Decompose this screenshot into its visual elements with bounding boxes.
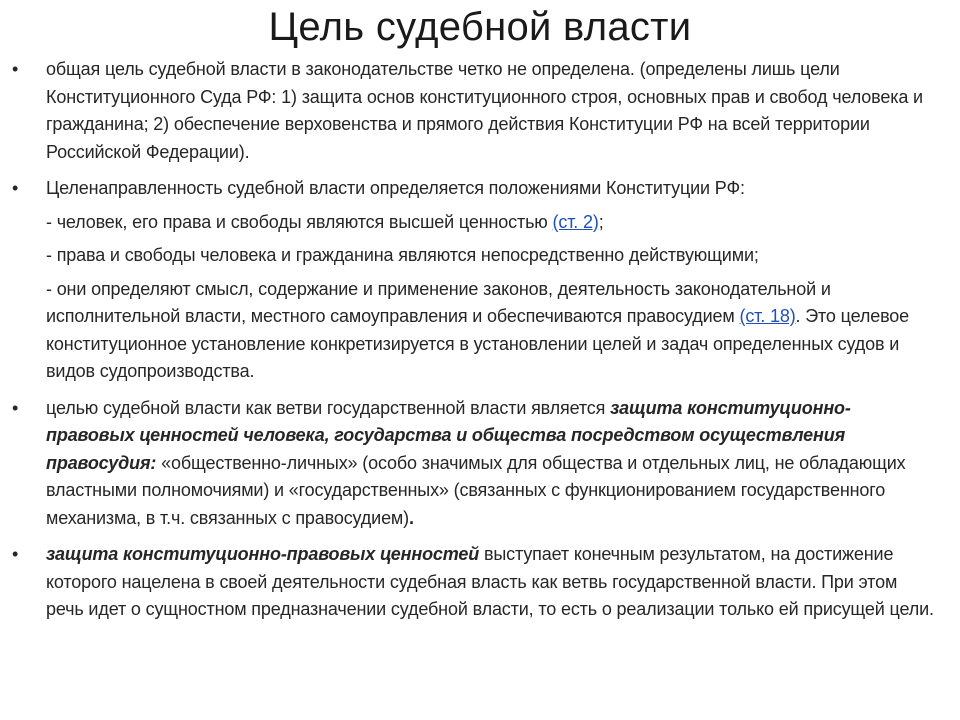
bullet-text: общая цель судебной власти в законодательстве четко не определена. (определены лишь цели Конституционного Суда РФ: 1) защита основ конституционного строя, основных прав и свобод человека и гражданина; 2) обеспечение верховенства и прямого действия Конституции РФ на всей территории Российской Федерации).	[46, 59, 923, 162]
article-18-link[interactable]: (ст. 18)	[739, 306, 796, 326]
sub-item-text-end: ;	[598, 211, 604, 232]
sub-item-text: - они определяют смысл, содержание и применение законов, деятельность законодательной и исполнительной власти, местного самоуправления и обеспечиваются правосудием	[46, 278, 831, 326]
slide-title: Цель судебной власти	[268, 5, 692, 49]
bullet-text: Целенаправленность судебной власти определяется положениями Конституции РФ:	[46, 178, 745, 198]
article-2-link[interactable]: (ст. 2)	[552, 211, 599, 232]
bullet-text-cont: «общественно-личных» (особо значимых для общества и отдельных лиц, не обладающих властными полномочиями) и «государственных» (связанных с функционированием государственного механизма, в т.ч. связанных с правосудием)	[46, 452, 906, 528]
sub-item-text: - человек, его права и свободы являются высшей ценностью	[46, 211, 553, 232]
bullet-protection-values	[12, 541, 936, 624]
bullet-text-period: .	[409, 507, 414, 528]
bullet-dot: •	[12, 544, 19, 564]
bullet-dot: •	[12, 59, 19, 79]
sub-item-human-rights	[46, 209, 936, 237]
sub-item-direct-action	[46, 242, 936, 270]
bullet-judicial-goal	[12, 395, 936, 533]
sub-item-text-end: . Это целевое конституционное установление конкретизируется в установлении целей и задач определенных судов и видов судопроизводства.	[46, 306, 910, 381]
bullet-dot: •	[12, 397, 19, 418]
bullet-general-goal	[12, 56, 936, 166]
emphasis-text: защита конституционно-правовых ценностей	[46, 544, 480, 564]
bullet-text: целью судебной власти как ветви государственной власти является	[46, 397, 611, 418]
bullet-dot: •	[12, 178, 19, 198]
bullet-constitution-provisions	[12, 175, 936, 203]
emphasis-text: защита конституционно-правовых ценностей человека, государства и общества посредством осуществления правосудия:	[46, 397, 851, 473]
slide-content	[12, 56, 936, 633]
bullet-text: выступает конечным результатом, на достижение которого нацелена в своей деятельности судебная власть как ветвь государственной власти. При этом речь идет о сущностном предназначении судебной власти, то есть о реализации только ей присущей цели.	[46, 544, 934, 619]
sub-item-meaning-of-laws	[46, 276, 936, 386]
sub-item-text: - права и свободы человека и гражданина являются непосредственно действующими;	[46, 245, 759, 265]
